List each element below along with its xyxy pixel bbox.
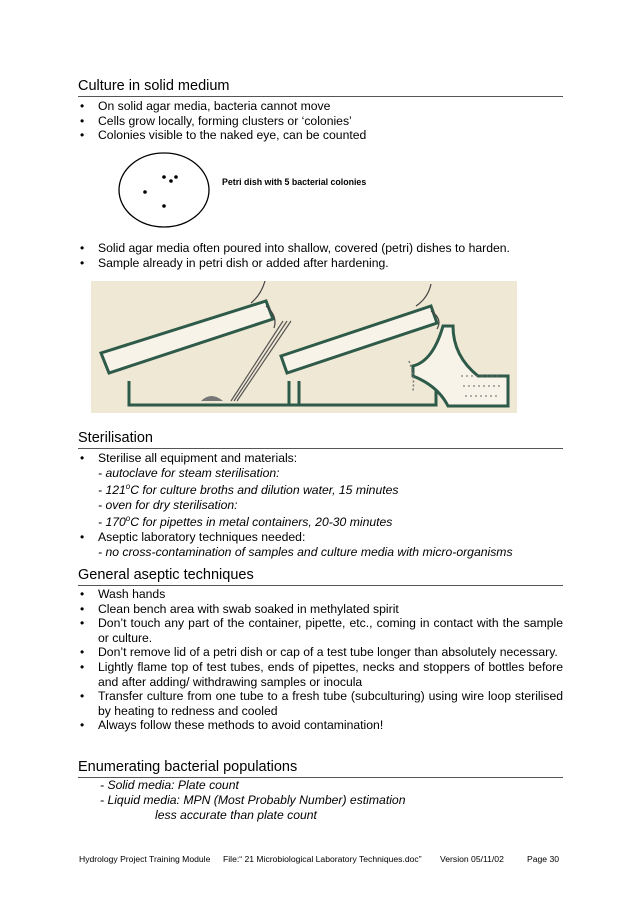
aseptic-bullets — [78, 587, 563, 733]
list-item — [78, 530, 563, 559]
list-item: • Colonies visible to the naked eye, can be counted — [78, 128, 563, 143]
list-item: • Sample already in petri dish or added after hardening. — [78, 256, 563, 271]
sub-line: - 170$^o$C for pipettes in metal containers, 20-30 minutes — [98, 514, 393, 530]
sub-line: - 121$^o$C for culture broths and dilution water, 15 minutes — [98, 482, 399, 498]
list-item: • Lightly flame top of test tubes, ends of pipettes, necks and stoppers of bottles before and after adding/ withdrawing samples or inocula — [78, 660, 563, 689]
sub-line: - autoclave for steam sterilisation: — [98, 465, 280, 480]
list-item: • Always follow these methods to avoid contamination! — [78, 718, 563, 733]
footer-module: Hydrology Project Training Module — [79, 854, 211, 864]
heading-aseptic: General aseptic techniques — [78, 567, 563, 586]
heading-culture: Culture in solid medium — [78, 78, 563, 97]
footer-version: Version 05/11/02 — [440, 854, 504, 864]
petri-caption: Petri dish with 5 bacterial colonies — [222, 177, 367, 187]
culture-bullets-2 — [78, 241, 563, 270]
sterilisation-bullets — [78, 451, 563, 559]
footer-file: File:“ 21 Microbiological Laboratory Techniques.doc” — [223, 854, 422, 864]
list-item: • Wash hands — [78, 587, 563, 602]
list-item: • Clean bench area with swab soaked in methylated spirit — [78, 602, 563, 617]
culture-bullets — [78, 99, 563, 143]
petri-dish-illustration — [115, 152, 215, 230]
list-item: • Solid agar media often poured into shallow, covered (petri) dishes to harden. — [78, 241, 563, 256]
list-item: • On solid agar media, bacteria cannot move — [78, 99, 563, 114]
enum-line-2: - Liquid media: MPN (Most Probably Number) estimation — [100, 793, 406, 807]
enum-line-1: - Solid media: Plate count — [100, 778, 239, 792]
list-item: • Transfer culture from one tube to a fresh tube (subculturing) using wire loop sterilised by heating to redness and cooled — [78, 689, 563, 718]
list-item: • Cells grow locally, forming clusters or ‘colonies’ — [78, 114, 563, 129]
list-item: • Don’t remove lid of a petri dish or cap of a test tube longer than absolutely necessary. — [78, 645, 563, 660]
enum-line-3: less accurate than plate count — [155, 808, 317, 822]
heading-sterilisation: Sterilisation — [78, 430, 563, 449]
agar-pouring-illustration — [91, 281, 517, 413]
bullet-text: Sterilise all equipment and materials: — [98, 451, 298, 465]
list-item — [78, 451, 563, 530]
bullet-text: Aseptic laboratory techniques needed: — [98, 530, 306, 545]
list-item: • Don’t touch any part of the container, pipette, etc., coming in contact with the sample or culture. — [78, 616, 563, 645]
sub-line: - oven for dry sterilisation: — [98, 497, 238, 512]
heading-enumerating: Enumerating bacterial populations — [78, 759, 563, 778]
footer-page: Page 30 — [527, 854, 560, 864]
sub-line: - no cross-contamination of samples and culture media with micro-organisms — [98, 544, 513, 559]
